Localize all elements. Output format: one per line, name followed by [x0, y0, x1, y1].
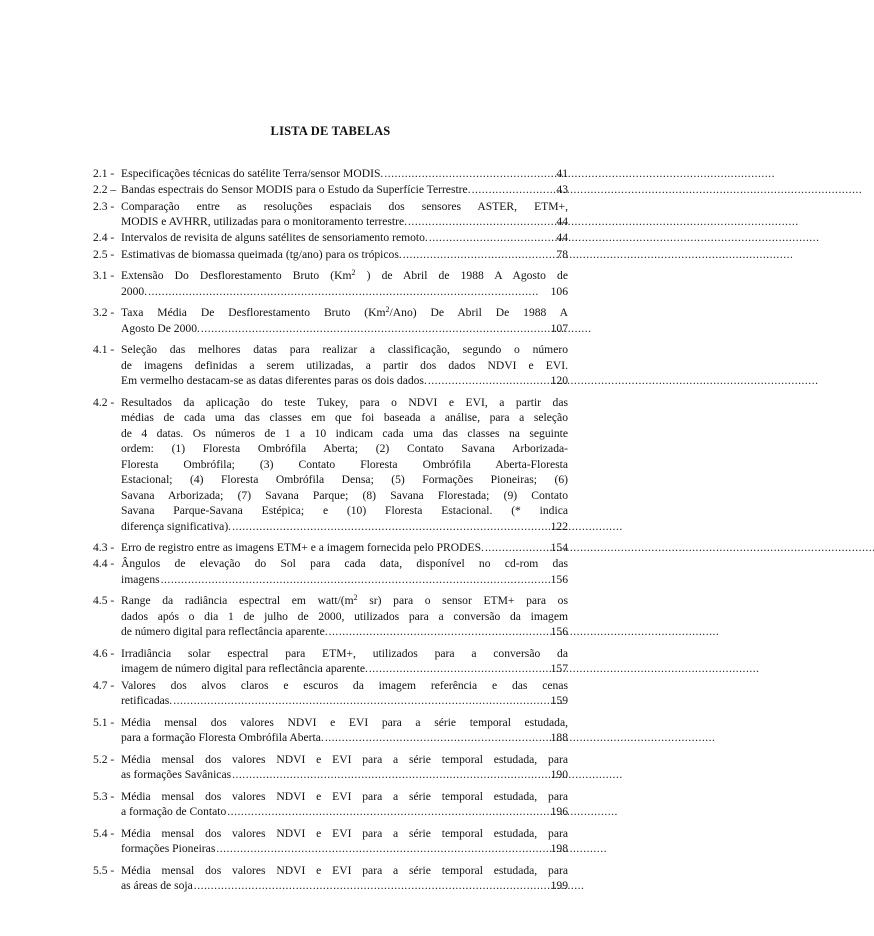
- toc-entry[interactable]: [93, 342, 568, 389]
- toc-entry-body: [121, 540, 568, 556]
- toc-entry-number: 4.2 -: [93, 395, 115, 409]
- toc-entry-line: Seleção das melhores datas para realizar a classificação, segundo o número: [121, 343, 568, 357]
- dot-leader: [232, 767, 550, 783]
- toc-entry-line: ordem: (1) Floresta Ombrófila Aberta; (2) Contato Savana Arborizada-: [121, 442, 568, 456]
- toc-entry-body: [121, 230, 568, 246]
- toc-entry-body: [121, 789, 568, 820]
- toc-entry-line: Média mensal dos valores NDVI e EVI para a série temporal estudada, para: [121, 752, 568, 766]
- toc-entry[interactable]: [93, 268, 568, 299]
- toc-entry-body: [121, 556, 568, 587]
- dot-leader: [408, 214, 555, 230]
- toc-entry[interactable]: [93, 715, 568, 746]
- toc-entry-line: Estacional; (4) Floresta Ombrófila Densa; (5) Formações Pioneiras; (6): [121, 473, 568, 487]
- toc-entry[interactable]: [93, 230, 568, 246]
- toc-entry-body: [121, 247, 568, 263]
- toc-entry-page-number: 120: [550, 374, 568, 388]
- toc-entry-number: 4.1 -: [93, 343, 115, 357]
- toc-entry-body: [121, 395, 568, 535]
- toc-entry[interactable]: [93, 678, 568, 709]
- toc-entry-number: 4.3 -: [93, 541, 115, 555]
- toc-entry-page-number: 43: [556, 183, 568, 197]
- toc-entry-caption-end: a formação de Contato: [121, 805, 227, 819]
- toc-entry-number: 3.1 -: [93, 269, 115, 283]
- toc-entry-caption-end: imagem de número digital para reflectância aparente.: [121, 662, 368, 676]
- toc-entry-page-number: 44: [556, 231, 568, 245]
- dot-leader: [384, 166, 555, 182]
- toc-entry-body: [121, 678, 568, 709]
- toc-entry-caption-end: as áreas de soja: [121, 879, 193, 893]
- toc-entry-number: 2.2 –: [93, 183, 117, 197]
- toc-entry-caption-end: Especificações técnicas do satélite Terra/sensor MODIS.: [121, 167, 384, 180]
- toc-entry-last-line: [121, 693, 568, 709]
- toc-entry[interactable]: [93, 556, 568, 587]
- toc-entry-caption-end: para a formação Floresta Ombrófila Aberta.: [121, 731, 324, 745]
- toc-entry-page-number: 196: [550, 805, 568, 819]
- toc-entry-page-number: 107: [550, 321, 568, 335]
- toc-entry-caption-end: imagens: [121, 572, 160, 586]
- dot-leader: [232, 519, 550, 535]
- toc-entry-page-number: 198: [550, 842, 568, 856]
- toc-entry-body: [121, 826, 568, 857]
- toc-entry-page-number: 159: [550, 694, 568, 708]
- toc-entry-caption-end: Em vermelho destacam-se as datas diferentes paras os dois dados.: [121, 374, 427, 388]
- toc-entry-line: Floresta Ombrófila; (3) Contato Floresta Ombrófila Aberta-Floresta: [121, 457, 568, 471]
- toc-entry-line: Ângulos de elevação do Sol para cada data, disponível no cd-rom das: [121, 557, 568, 571]
- toc-entry-number: 5.2 -: [93, 752, 115, 766]
- toc-entry-body: [121, 593, 568, 640]
- toc-entry-last-line: [121, 572, 568, 588]
- toc-entry-last-line: [121, 878, 568, 894]
- toc-entry-number: 5.3 -: [93, 789, 115, 803]
- toc-entry-caption-end: as formações Savânicas: [121, 768, 232, 782]
- dot-leader: [194, 878, 550, 894]
- toc-entry[interactable]: [93, 395, 568, 535]
- toc-entry-body: [121, 268, 568, 299]
- toc-entry-last-line: [121, 166, 568, 182]
- toc-entry-caption-end: Intervalos de revisita de alguns satélites de sensoriamento remoto.: [121, 231, 428, 245]
- toc-entry-body: [121, 305, 568, 336]
- toc-entry[interactable]: [93, 789, 568, 820]
- toc-entry-number: 4.7 -: [93, 678, 115, 692]
- dot-leader: [403, 247, 556, 263]
- toc-entry[interactable]: [93, 593, 568, 640]
- toc-entry-line: Média mensal dos valores NDVI e EVI para a série temporal estudada, para: [121, 863, 568, 877]
- toc-entry-caption-end: Erro de registro entre as imagens ETM+ e a imagem fornecida pelo PRODES.: [121, 541, 484, 555]
- toc-entry-last-line: [121, 804, 568, 820]
- toc-entry[interactable]: [93, 540, 568, 556]
- toc-entry-body: [121, 182, 568, 198]
- toc-entry-page-number: 156: [550, 625, 568, 639]
- toc-entry-caption-end: de número digital para reflectância aparente.: [121, 625, 328, 639]
- dot-leader: [148, 284, 550, 300]
- toc-entry-page-number: 44: [556, 215, 568, 229]
- toc-entry-line: médias de cada uma das classes em que foi baseada a análise, para a seleção: [121, 411, 568, 425]
- toc-entry-line: Média mensal dos valores NDVI e EVI para a série temporal estudada, para: [121, 789, 568, 803]
- toc-entry-last-line: [121, 247, 568, 263]
- toc-entry-last-line: [121, 182, 568, 198]
- toc-entry-caption-end: Agosto De 2000.: [121, 321, 200, 335]
- toc-entry-last-line: [121, 540, 568, 556]
- toc-entry-number: 4.4 -: [93, 557, 115, 571]
- toc-entry-last-line: [121, 767, 568, 783]
- toc-entry[interactable]: [93, 752, 568, 783]
- toc-entry-last-line: [121, 373, 568, 389]
- toc-entry-page-number: 41: [556, 167, 568, 180]
- toc-entry-number: 5.4 -: [93, 826, 115, 840]
- toc-entry-caption-end: Bandas espectrais do Sensor MODIS para o Estudo da Superfície Terrestre.: [121, 183, 471, 197]
- dot-leader: [216, 841, 549, 857]
- toc-entry-line: Taxa Média De Desflorestamento Bruto (Km$^2$/Ano) De Abril De 1988 A: [121, 305, 568, 320]
- toc-entry[interactable]: [93, 305, 568, 336]
- toc-entry-number: 2.3 -: [93, 199, 115, 213]
- toc-entry-line: Savana Parque-Savana Estépica; e (10) Floresta Estacional. (* indica: [121, 504, 568, 518]
- toc-entry-body: [121, 752, 568, 783]
- dot-leader: [227, 804, 549, 820]
- toc-entry-page-number: 188: [550, 731, 568, 745]
- toc-entry-last-line: [121, 321, 568, 337]
- toc-entry[interactable]: [93, 182, 568, 198]
- toc-entry-page-number: 122: [550, 519, 568, 533]
- dot-leader: [472, 182, 556, 198]
- toc-entry-caption-end: Estimativas de biomassa queimada (tg/ano) para os trópicos.: [121, 247, 402, 261]
- toc-entry-line: de imagens definidas a serem utilizadas, a partir dos dados NDVI e EVI.: [121, 358, 568, 372]
- toc-entry[interactable]: [93, 646, 568, 677]
- toc-entry-line: Range da radiância espectral em watt/($m^2$ sr) para o sensor ETM+ para os: [121, 593, 568, 608]
- toc-entry-body: [121, 863, 568, 894]
- toc-entry-last-line: [121, 519, 568, 535]
- toc-entry-last-line: [121, 661, 568, 677]
- toc-entry-number: 4.5 -: [93, 594, 115, 608]
- dot-leader: [485, 540, 550, 556]
- toc-entry-body: [121, 166, 568, 182]
- table-list: [93, 166, 568, 895]
- toc-entry-body: [121, 646, 568, 677]
- dot-leader: [369, 661, 550, 677]
- toc-entry-page-number: 156: [550, 572, 568, 586]
- dot-leader: [201, 321, 550, 337]
- toc-entry-page-number: 78: [556, 247, 568, 261]
- toc-entry-page-number: 199: [550, 879, 568, 893]
- toc-entry[interactable]: [93, 247, 568, 263]
- dot-leader: [428, 373, 550, 389]
- toc-entry-number: 2.5 -: [93, 247, 115, 261]
- toc-entry-last-line: [121, 230, 568, 246]
- toc-entry-line: de 4 datas. Os números de 1 a 10 indicam cada uma das classes na seguinte: [121, 426, 568, 440]
- toc-entry-caption-end: diferença significativa).: [121, 519, 232, 533]
- toc-entry[interactable]: [93, 199, 568, 230]
- toc-entry-last-line: [121, 730, 568, 746]
- toc-entry[interactable]: [93, 166, 568, 182]
- toc-entry-line: Valores dos alvos claros e escuros da imagem referência e das cenas: [121, 678, 568, 692]
- toc-entry[interactable]: [93, 863, 568, 894]
- page-title: LISTA DE TABELAS: [270, 124, 391, 138]
- toc-entry-last-line: [121, 284, 568, 300]
- toc-entry-page-number: 190: [550, 768, 568, 782]
- toc-entry-number: 5.1 -: [93, 715, 115, 729]
- toc-entry-caption-end: MODIS e AVHRR, utilizadas para o monitoramento terrestre.: [121, 215, 408, 229]
- toc-entry-line: Savana Arborizada; (7) Savana Parque; (8) Savana Florestada; (9) Contato: [121, 488, 568, 502]
- toc-entry-line: Irradiância solar espectral para ETM+, utilizados para a conversão da: [121, 646, 568, 660]
- toc-entry-number: 5.5 -: [93, 863, 115, 877]
- dot-leader: [329, 624, 550, 640]
- toc-entry-number: 2.4 -: [93, 231, 115, 245]
- dot-leader: [173, 693, 549, 709]
- toc-entry-number: 2.1 -: [93, 167, 115, 180]
- toc-entry-page-number: 154: [550, 541, 568, 555]
- toc-entry-line: Extensão Do Desflorestamento Bruto (Km$^2$ ) de Abril de 1988 A Agosto de: [121, 268, 568, 283]
- toc-entry-line: Média mensal dos valores NDVI e EVI para a série temporal estudada,: [121, 715, 568, 729]
- toc-entry-body: [121, 342, 568, 389]
- dot-leader: [161, 572, 550, 588]
- toc-entry-last-line: [121, 624, 568, 640]
- toc-entry-page-number: 157: [550, 662, 568, 676]
- toc-entry-body: [121, 199, 568, 230]
- toc-entry[interactable]: [93, 826, 568, 857]
- toc-entry-line: Média mensal dos valores NDVI e EVI para a série temporal estudada, para: [121, 826, 568, 840]
- toc-entry-line: Comparação entre as resoluções espaciais dos sensores ASTER, ETM+,: [121, 199, 568, 213]
- toc-entry-last-line: [121, 841, 568, 857]
- toc-entry-number: 3.2 -: [93, 306, 115, 320]
- toc-entry-line: Resultados da aplicação do teste Tukey, para o NDVI e EVI, a partir das: [121, 395, 568, 409]
- toc-entry-last-line: [121, 214, 568, 230]
- toc-entry-page-number: 106: [550, 284, 568, 298]
- dot-leader: [429, 230, 556, 246]
- toc-entry-body: [121, 715, 568, 746]
- toc-entry-line: dados após o dia 1 de julho de 2000, utilizados para a conversão da imagem: [121, 609, 568, 623]
- toc-entry-caption-end: 2000.: [121, 284, 148, 298]
- toc-entry-caption-end: formações Pioneiras: [121, 842, 216, 856]
- toc-entry-caption-end: retificadas.: [121, 694, 173, 708]
- dot-leader: [325, 730, 550, 746]
- toc-entry-number: 4.6 -: [93, 646, 115, 660]
